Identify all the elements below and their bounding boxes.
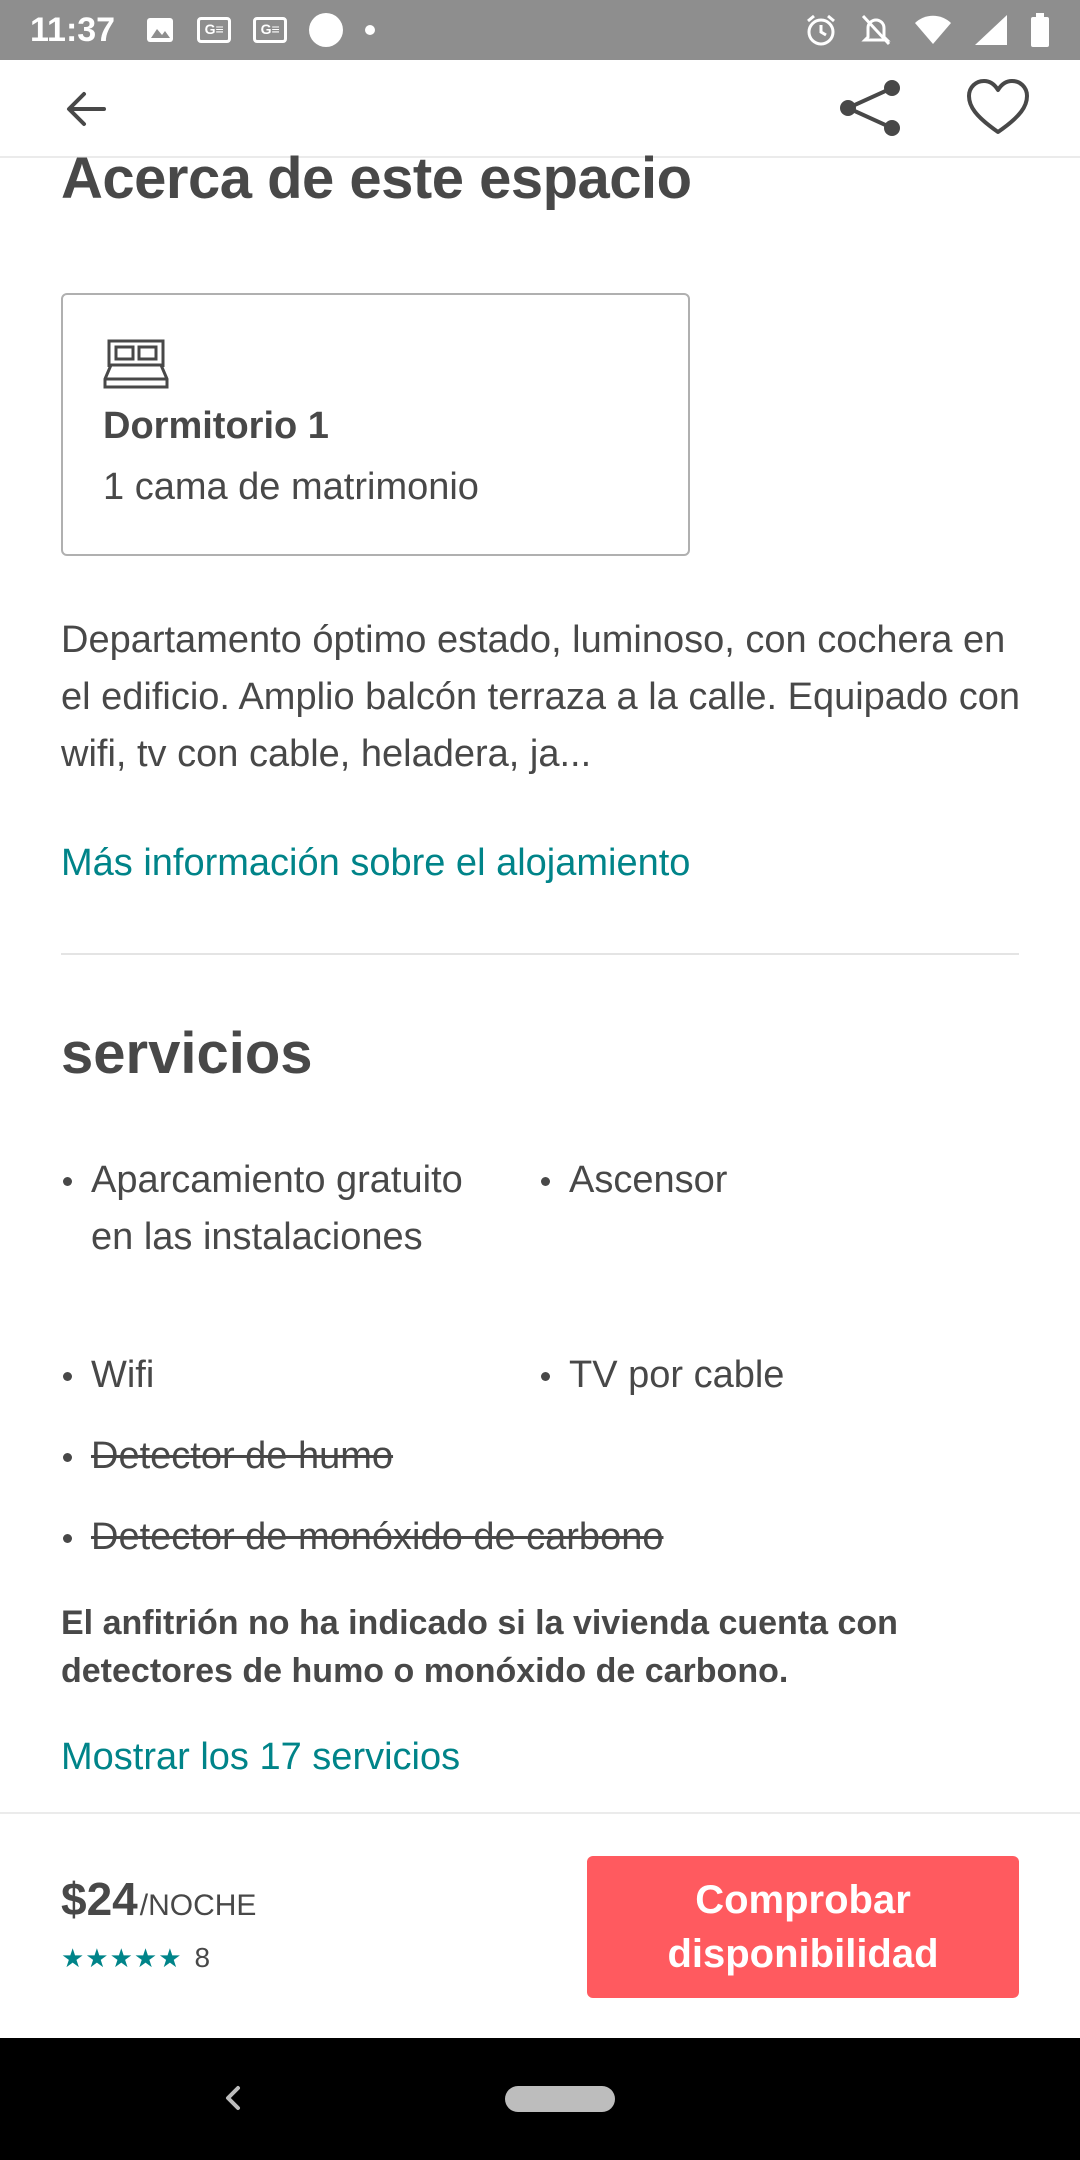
heart-icon[interactable]	[965, 78, 1031, 138]
notification-icons	[145, 13, 375, 47]
room-name: Dormitorio 1	[103, 405, 329, 447]
battery-icon	[1030, 13, 1050, 47]
service-label: Detector de humo	[91, 1435, 394, 1477]
alarm-icon	[804, 13, 838, 47]
review-count: 8	[194, 1942, 211, 1973]
section-divider	[61, 953, 1019, 955]
star-rating-icon: ★★★★★	[61, 1942, 183, 1973]
service-item	[539, 1347, 999, 1404]
rating[interactable]	[61, 1942, 210, 1974]
nav-home-pill[interactable]	[505, 2086, 615, 2112]
status-bar	[0, 0, 1080, 60]
bedroom-card	[61, 293, 690, 556]
listing-description: Departamento óptimo estado, luminoso, con cochera en el edificio. Amplio balcón terraza a la calle. Equipado con wifi, tv con cable, heladera, ja...	[61, 619, 1021, 775]
price-amount: $24	[61, 1873, 138, 1925]
section-title-about: Acerca de este espacio	[61, 146, 692, 211]
dot-icon	[365, 25, 375, 35]
muted-bell-icon	[860, 13, 892, 47]
service-label: Aparcamiento gratuito en las instalaciones	[91, 1159, 463, 1258]
service-label: TV por cable	[569, 1354, 785, 1396]
news-icon: G≡	[253, 17, 287, 43]
check-availability-button[interactable]: Comprobar disponibilidad	[587, 1856, 1019, 1998]
status-time: 11:37	[30, 10, 116, 49]
section-title-services: servicios	[61, 1021, 313, 1086]
system-icons	[804, 13, 1050, 47]
wifi-icon	[914, 15, 952, 45]
nav-back-icon[interactable]	[218, 2078, 248, 2118]
arrow-left-icon[interactable]	[60, 82, 114, 136]
system-navigation-bar	[0, 2038, 1080, 2160]
signal-icon	[974, 14, 1008, 46]
service-item-unavailable	[61, 1509, 961, 1566]
news-icon: G≡	[197, 17, 231, 43]
share-icon[interactable]	[835, 78, 905, 138]
service-item	[61, 1347, 481, 1404]
image-icon	[145, 16, 175, 44]
service-item	[61, 1152, 481, 1266]
service-label: Ascensor	[569, 1159, 728, 1201]
more-info-link[interactable]: Más información sobre el alojamiento	[61, 842, 691, 884]
service-label: Detector de monóxido de carbono	[91, 1516, 664, 1558]
bed-icon	[103, 335, 169, 391]
booking-bar	[0, 1812, 1080, 2038]
room-bed-type: 1 cama de matrimonio	[103, 466, 479, 508]
phone-icon	[309, 13, 343, 47]
service-item	[539, 1152, 999, 1209]
service-item-unavailable	[61, 1428, 961, 1485]
top-app-bar	[0, 60, 1080, 158]
price	[61, 1872, 256, 1926]
safety-notice: El anfitrión no ha indicado si la vivienda cuenta con detectores de humo o monóxido de carbono.	[61, 1604, 898, 1690]
show-all-services-link[interactable]: Mostrar los 17 servicios	[61, 1736, 461, 1778]
price-unit: /NOCHE	[139, 1889, 257, 1922]
service-label: Wifi	[91, 1354, 155, 1396]
